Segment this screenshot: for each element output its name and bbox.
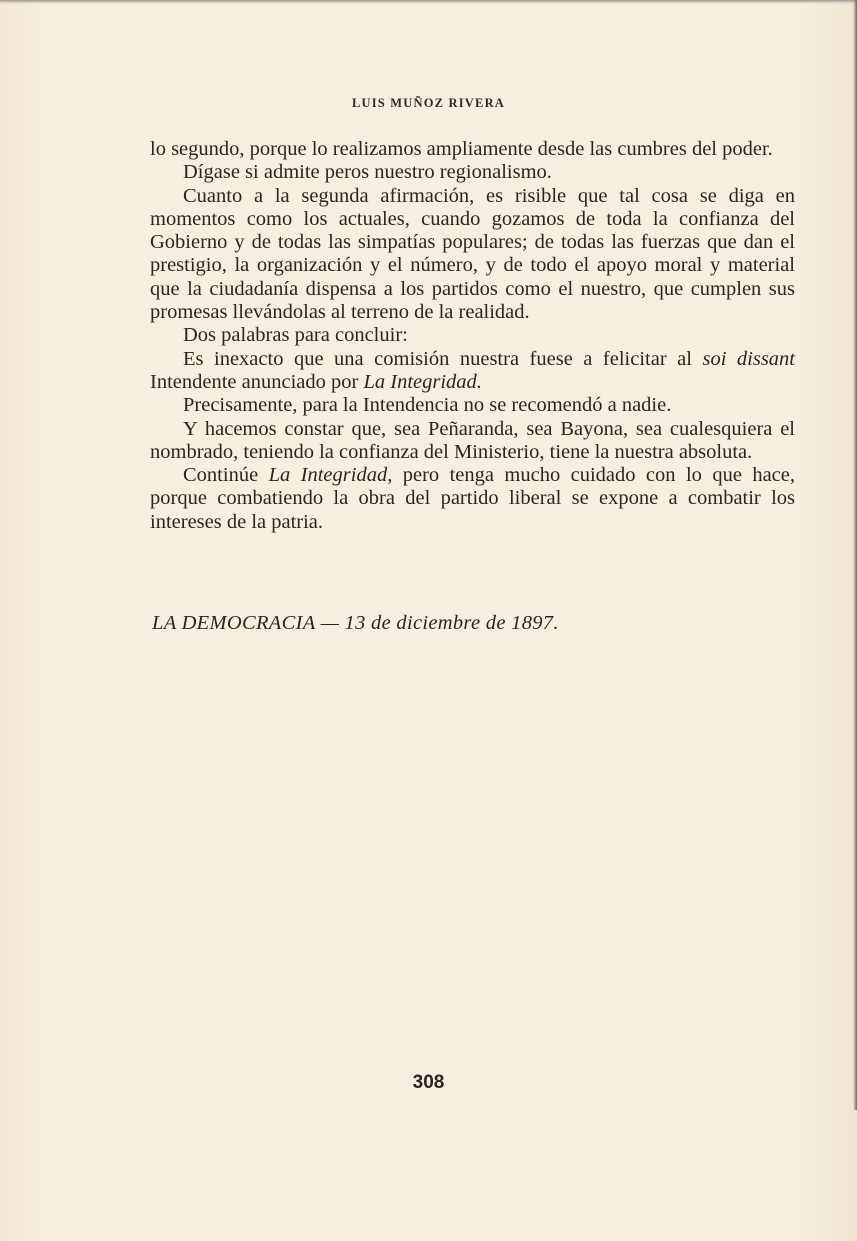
page-top-edge [0, 0, 857, 4]
paragraph [150, 418, 795, 465]
paragraph-text: Y hacemos constar que, sea Peñaranda, sea Bayona, sea cualesquiera el nombrado, teniendo la confianza del Ministerio, tiene la nuestra absoluta. [150, 417, 795, 463]
paragraph [150, 185, 795, 325]
italic-text: soi dissant [702, 347, 795, 370]
body-text [150, 138, 795, 534]
paragraph-text: Continúe [183, 464, 269, 487]
running-head: LUIS MUÑOZ RIVERA [351, 96, 506, 110]
italic-text: La Integridad, [268, 464, 393, 487]
paragraph-text: Dígase si admite peros nuestro regionalismo. [183, 161, 552, 184]
paragraph-text: lo segundo, porque lo realizamos ampliamente desde las cumbres del poder. [150, 138, 773, 160]
source-signature: LA DEMOCRACIA — 13 de diciembre de 1897. [152, 612, 559, 634]
paragraph-text: Es inexacto que una comisión nuestra fuese a felicitar al [183, 347, 703, 370]
italic-text: La Integridad. [363, 370, 482, 393]
page-right-edge [853, 0, 857, 1110]
page-number: 308 [412, 1072, 445, 1093]
paragraph [150, 348, 795, 395]
paragraph-text: Cuanto a la segunda afirmación, es risible que tal cosa se diga en momentos como los actuales, cuando gozamos de toda la confianza del Gobierno y de todas las simpatías populares; de todas las fuerzas que dan el prestigio, la organización y el número, y de todo el apoyo moral y material que la ciudadanía dispensa a los partidos como el nuestro, que cumplen sus promesas llevándolas al terreno de la realidad. [150, 184, 795, 324]
paragraph [150, 138, 795, 161]
paragraph [150, 324, 795, 347]
paragraph [150, 464, 795, 534]
paragraph-text: Precisamente, para la Intendencia no se recomendó a nadie. [183, 394, 672, 417]
paragraph-text: Dos palabras para concluir: [183, 324, 408, 347]
paragraph [150, 161, 795, 184]
paragraph-text: Intendente anunciado por [150, 370, 364, 393]
paragraph-text: pero tenga mucho cuidado con lo que hace, porque combatiendo la obra del partido liberal se expone a combatir los intereses de la patria. [150, 464, 796, 533]
paragraph [150, 394, 795, 417]
